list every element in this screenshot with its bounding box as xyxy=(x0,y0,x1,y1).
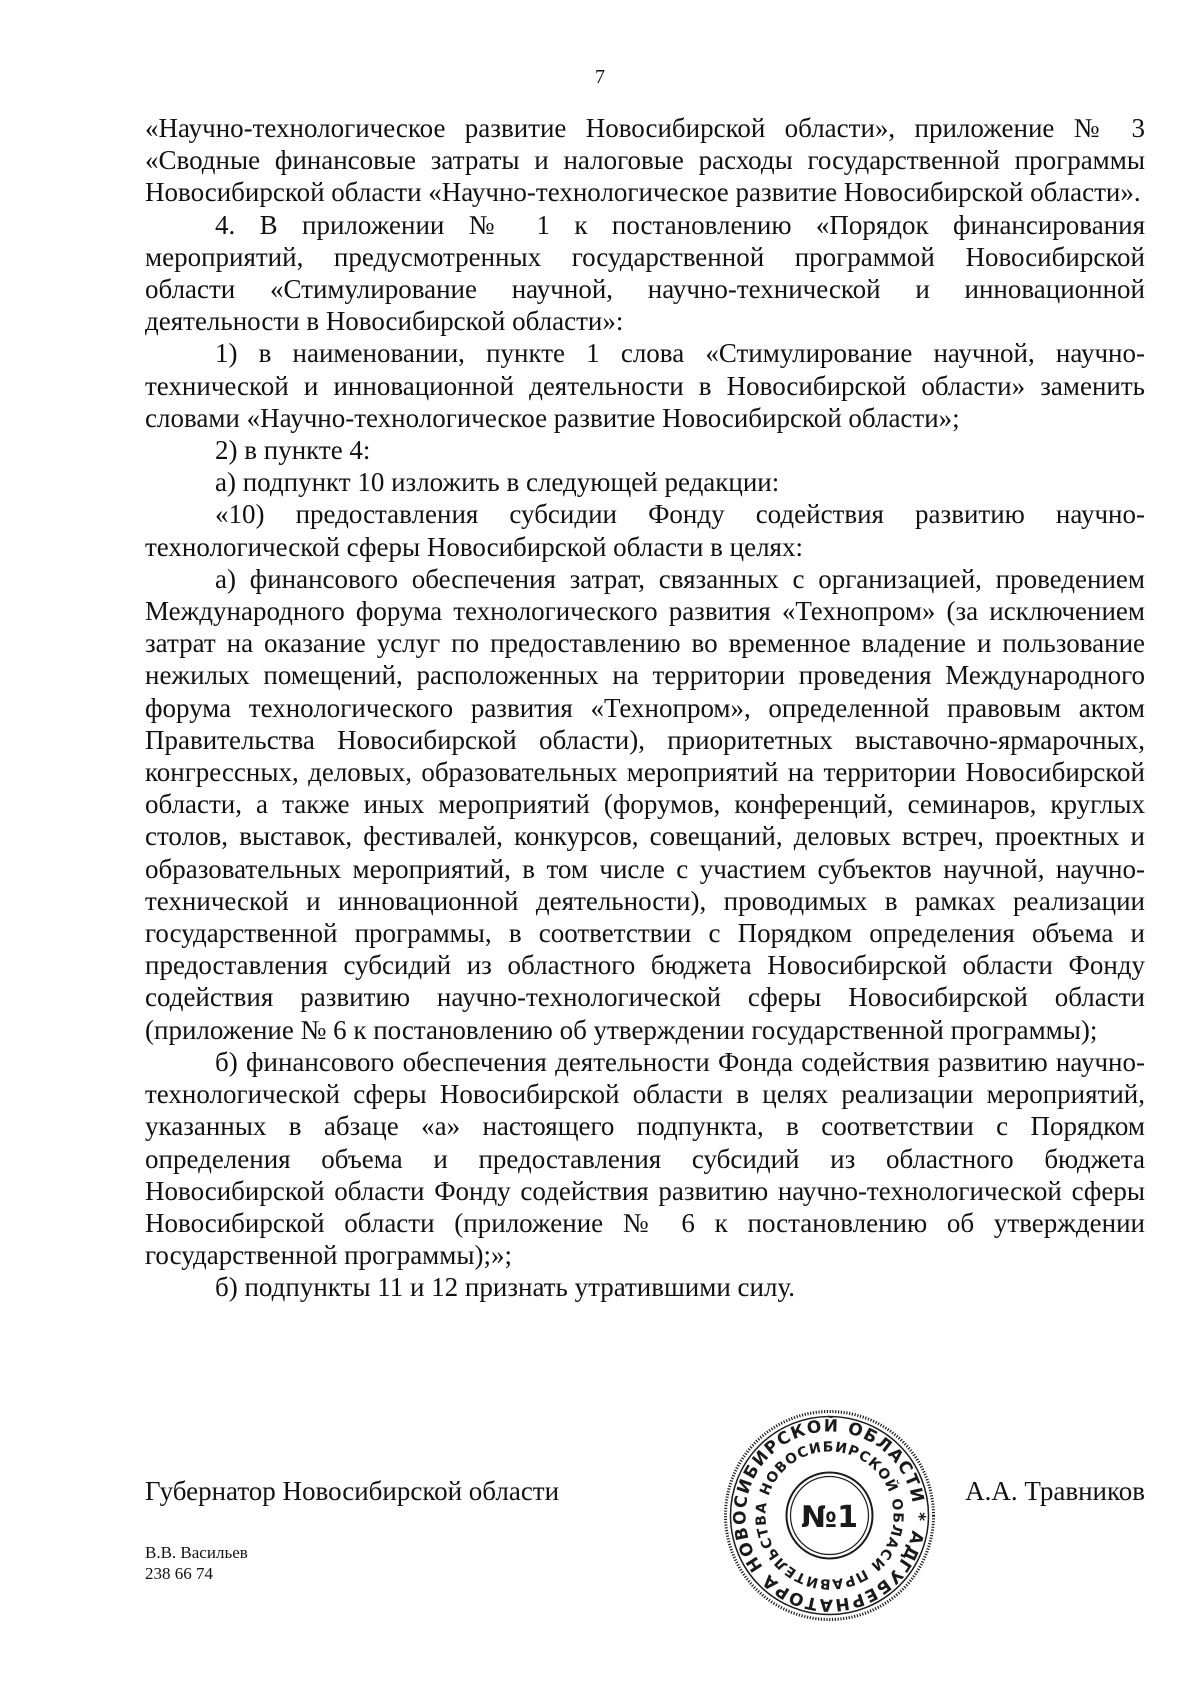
paragraph-continuation: «Научно-технологическое развитие Новосибирской области», приложение № 3 «Сводные финансовые затраты и налоговые расходы государственной программы Новосибирской области «Научно-технологическое развитие Новосибирской области». xyxy=(145,113,1145,208)
official-seal xyxy=(722,1408,937,1623)
contact-phone: 238 66 74 xyxy=(145,1564,213,1583)
contact-info xyxy=(145,1542,248,1584)
seal-outer-text: ГУБЕРНАТОРА НОВОСИБИРСКОЙ ОБЛАСТИ * АД xyxy=(730,1416,929,1615)
signatory-name: А.А. Травников xyxy=(965,1476,1145,1506)
paragraph-subitem-2b: б) подпункты 11 и 12 признать утратившими силу. xyxy=(215,1272,795,1303)
paragraph-clause-10: «10) предоставления субсидии Фонду содействия развитию научно-технологической сферы Новосибирской области в целях: xyxy=(145,499,1145,562)
seal-graphic xyxy=(722,1408,937,1623)
paragraph-subitem-2: 2) в пункте 4: xyxy=(215,435,371,466)
seal-number: №1 xyxy=(801,1500,858,1535)
paragraph-subitem-1: 1) в наименовании, пункте 1 слова «Стимулирование научной, научно-технической и инновационной деятельности в Новосибирской области» заменить словами «Научно-технологическое развитие Новосибирской области»; xyxy=(145,338,1145,433)
signatory-position: Губернатор Новосибирской области xyxy=(145,1476,560,1506)
contact-name: В.В. Васильев xyxy=(145,1543,248,1562)
document-body xyxy=(145,112,1145,1304)
paragraph-clause-10a: а) финансового обеспечения затрат, связанных с организацией, проведением Международного форума технологического развития «Технопром» (за исключением затрат на оказание услуг по предоставлению во временное владение и пользование нежилых помещений, расположенных на территории проведения Международного форума технологического развития «Технопром», определенной правовым актом Правительства Новосибирской области), приоритетных выставочно-ярмарочных, конгрессных, деловых, образовательных мероприятий на территории Новосибирской области, а также иных мероприятий (форумов, конференций, семинаров, круглых столов, выставок, фестивалей, конкурсов, совещаний, деловых встреч, проектных и образовательных мероприятий, в том числе с участием субъектов научной, научно-технической и инновационной деятельности), проводимых в рамках реализации государственной программы, в соответствии с Порядком определения объема и предоставления субсидий из областного бюджета Новосибирской области Фонду содействия развитию научно-технологической сферы Новосибирской области (приложение № 6 к постановлению об утверждении государственной программы); xyxy=(145,563,1145,1045)
paragraph-item-4: 4. В приложении № 1 к постановлению «Порядок финансирования мероприятий, предусмотренных государственной программой Новосибирской области «Стимулирование научной, научно-технической и инновационной деятельности в Новосибирской области»: xyxy=(145,209,1145,337)
page-number: 7 xyxy=(595,66,605,88)
seal-inner-text: И ПРАВИТЕЛЬСТВА НОВОСИБИРСКОЙ ОБЛАС xyxy=(753,1439,906,1592)
paragraph-clause-10b: б) финансового обеспечения деятельности Фонда содействия развитию научно-технологической сферы Новосибирской области в целях реализации мероприятий, указанных в абзаце «а» настоящего подпункта, в соответствии с Порядком определения объема и предоставления субсидий из областного бюджета Новосибирской области Фонду содействия развитию научно-технологической сферы Новосибирской области (приложение № 6 к постановлению об утверждении государственной программы);»; xyxy=(145,1046,1145,1271)
paragraph-subitem-2a: а) подпункт 10 изложить в следующей редакции: xyxy=(215,467,780,498)
